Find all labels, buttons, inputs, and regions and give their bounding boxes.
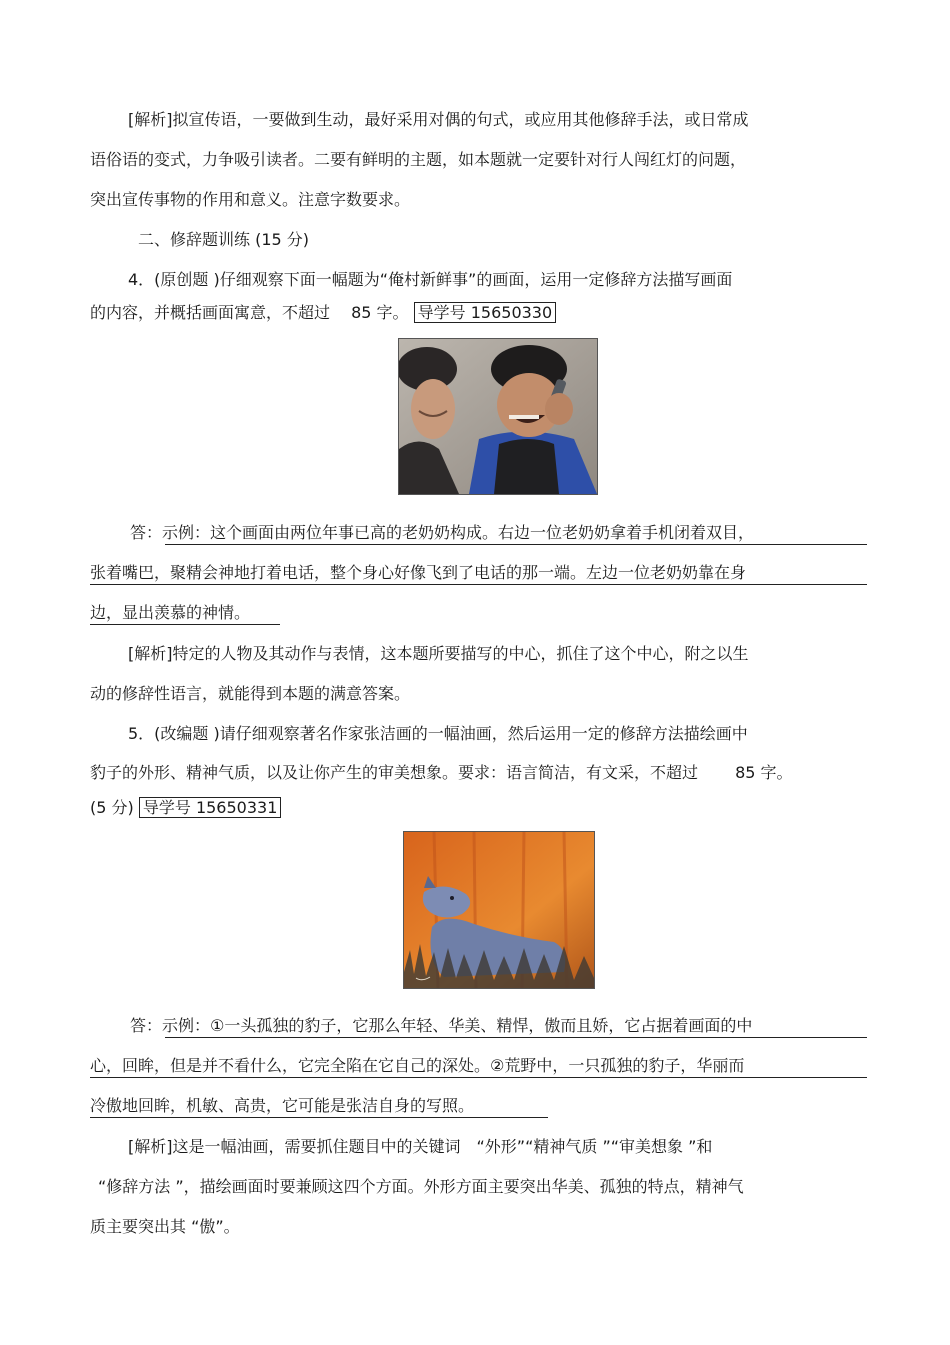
guide-number-tag: 导学号 15650331: [139, 797, 282, 818]
answer-underline: [90, 1117, 548, 1118]
answer-line: [130, 1016, 752, 1038]
answer-text: 冷傲地回眸，机敏、高贵，它可能是张洁自身的写照。: [90, 1096, 475, 1115]
answer-text: 示例：①一头孤独的豹子，它那么年轻、华美、精悍，傲而且娇，它占据着画面的中: [162, 1016, 753, 1035]
analysis-text: [解析]特定的人物及其动作与表情，这本题所要描写的中心，抓住了这个中心，附之以生: [128, 644, 749, 663]
analysis-text: 动的修辞性语言，就能得到本题的满意答案。: [90, 684, 411, 703]
answer-underline: [90, 584, 867, 585]
analysis-text: “修辞方法 ”，描绘画面时要兼顾这四个方面。外形方面主要突出华美、孤独的特点，精神气: [98, 1177, 744, 1196]
answer-text: 心，回眸，但是并不看什么，它完全陷在它自己的深处。②荒野中，一只孤独的豹子，华丽而: [90, 1056, 745, 1075]
answer-underline: [165, 1037, 867, 1038]
question-text: [90, 798, 281, 820]
answer-prefix: 答：: [130, 523, 163, 542]
leopard-painting: [403, 831, 595, 989]
analysis-text: 突出宣传事物的作用和意义。注意字数要求。: [90, 190, 411, 209]
analysis-text: [解析]拟宣传语，一要做到生动，最好采用对偶的句式，或应用其他修辞手法，或日常成: [128, 110, 749, 129]
analysis-text: [解析]这是一幅油画，需要抓住题目中的关键词 “外形”“精神气质 ”“审美想象 ”和: [128, 1137, 713, 1156]
answer-line: [130, 523, 754, 545]
analysis-text: 语俗语的变式，力争吸引读者。二要有鲜明的主题，如本题就一定要针对行人闯红灯的问题，: [90, 150, 747, 169]
answer-underline: [165, 544, 867, 545]
question-text: [90, 303, 556, 325]
question-text: 豹子的外形、精神气质，以及让你产生的审美想象。要求：语言简洁，有文采，不超过 85 字。: [90, 763, 793, 782]
question-text: 4．(原创题 )仔细观察下面一幅题为“俺村新鲜事”的画面，运用一定修辞方法描写画面: [128, 270, 733, 289]
question-score: (5 分): [90, 798, 134, 817]
answer-text: 示例：这个画面由两位年事已高的老奶奶构成。右边一位老奶奶拿着手机闭着双目，: [162, 523, 755, 542]
answer-prefix: 答：: [130, 1016, 163, 1035]
analysis-text: 质主要突出其 “傲”。: [90, 1217, 240, 1236]
question-text-line: 的内容，并概括画面寓意，不超过 85 字。: [90, 303, 409, 322]
section-heading: 二、修辞题训练 (15 分): [138, 230, 310, 249]
answer-text: 边，显出羡慕的神情。: [90, 603, 251, 622]
question-text: 5．(改编题 )请仔细观察著名作家张洁画的一幅油画，然后运用一定的修辞方法描绘画中: [128, 724, 748, 743]
answer-underline: [90, 624, 280, 625]
guide-number-tag: 导学号 15650330: [414, 302, 557, 323]
answer-underline: [90, 1077, 867, 1078]
grandmothers-photo: [398, 338, 598, 495]
answer-text: 张着嘴巴，聚精会神地打着电话，整个身心好像飞到了电话的那一端。左边一位老奶奶靠在身: [90, 563, 747, 582]
